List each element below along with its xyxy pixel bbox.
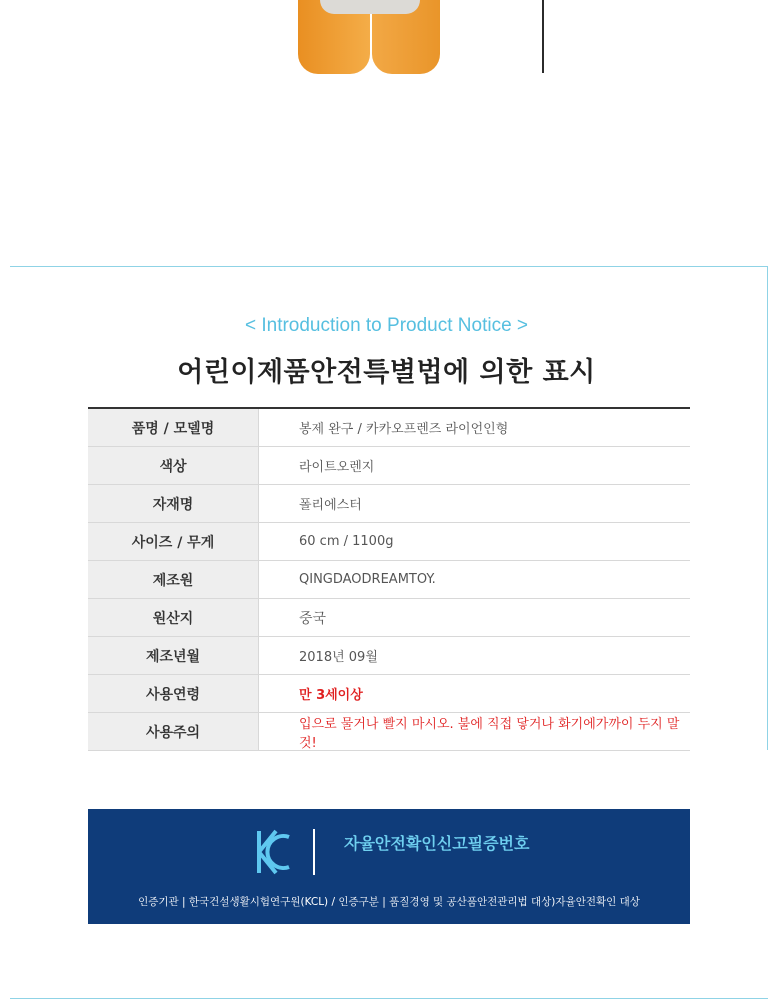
spec-value: 2018년 09월 — [299, 650, 378, 665]
spec-label: 원산지 — [88, 599, 259, 636]
kc-info: 인증기관 | 한국건설생활시험연구원(KCL) / 인증구분 | 품질경영 및 공산품안전관리법 대상)자율안전확인 대상 — [138, 896, 640, 908]
spec-label: 사용주의 — [88, 713, 259, 750]
product-photo — [0, 0, 773, 220]
section-frame-top — [10, 266, 768, 267]
table-row — [88, 409, 690, 447]
spec-value: QINGDAODREAMTOY. — [299, 572, 436, 587]
notice-subtitle: < Introduction to Product Notice > — [244, 315, 529, 336]
section-frame-bottom — [10, 998, 768, 999]
spec-value: 폴리에스터 — [299, 498, 362, 513]
spec-value: 라이트오렌지 — [299, 460, 375, 475]
spec-value: 중국 — [299, 610, 327, 627]
spec-label: 자재명 — [88, 485, 259, 522]
table-row — [88, 713, 690, 751]
age-warning-value: 만 3세이상 — [299, 688, 363, 703]
caution-value: 입으로 물거나 빨지 마시오. 불에 직접 닿거나 화기에가까이 두지 말 것! — [299, 716, 680, 751]
spec-value: 봉제 완구 / 카카오프렌즈 라이언인형 — [299, 422, 509, 437]
spec-table — [88, 407, 690, 751]
section-frame-right — [767, 266, 768, 750]
kc-certification-box — [88, 809, 690, 924]
spec-label: 사이즈 / 무게 — [88, 523, 259, 560]
table-row — [88, 485, 690, 523]
spec-label: 제조원 — [88, 561, 259, 598]
spec-label: 제조년월 — [88, 637, 259, 674]
kc-title: 자율안전확인신고필증번호 — [344, 834, 530, 853]
table-row — [88, 447, 690, 485]
plush-belly — [320, 0, 420, 14]
spec-value: 60 cm / 1100g — [299, 534, 394, 549]
spec-label: 사용연령 — [88, 675, 259, 712]
kc-mark-icon — [256, 827, 292, 877]
table-row — [88, 561, 690, 599]
table-row — [88, 523, 690, 561]
kc-separator — [313, 829, 315, 875]
divider-line — [542, 0, 544, 73]
table-row — [88, 599, 690, 637]
spec-label: 품명 / 모델명 — [88, 409, 259, 446]
notice-title: 어린이제품안전특별법에 의한 표시 — [177, 357, 596, 388]
table-row — [88, 637, 690, 675]
spec-label: 색상 — [88, 447, 259, 484]
table-row — [88, 675, 690, 713]
